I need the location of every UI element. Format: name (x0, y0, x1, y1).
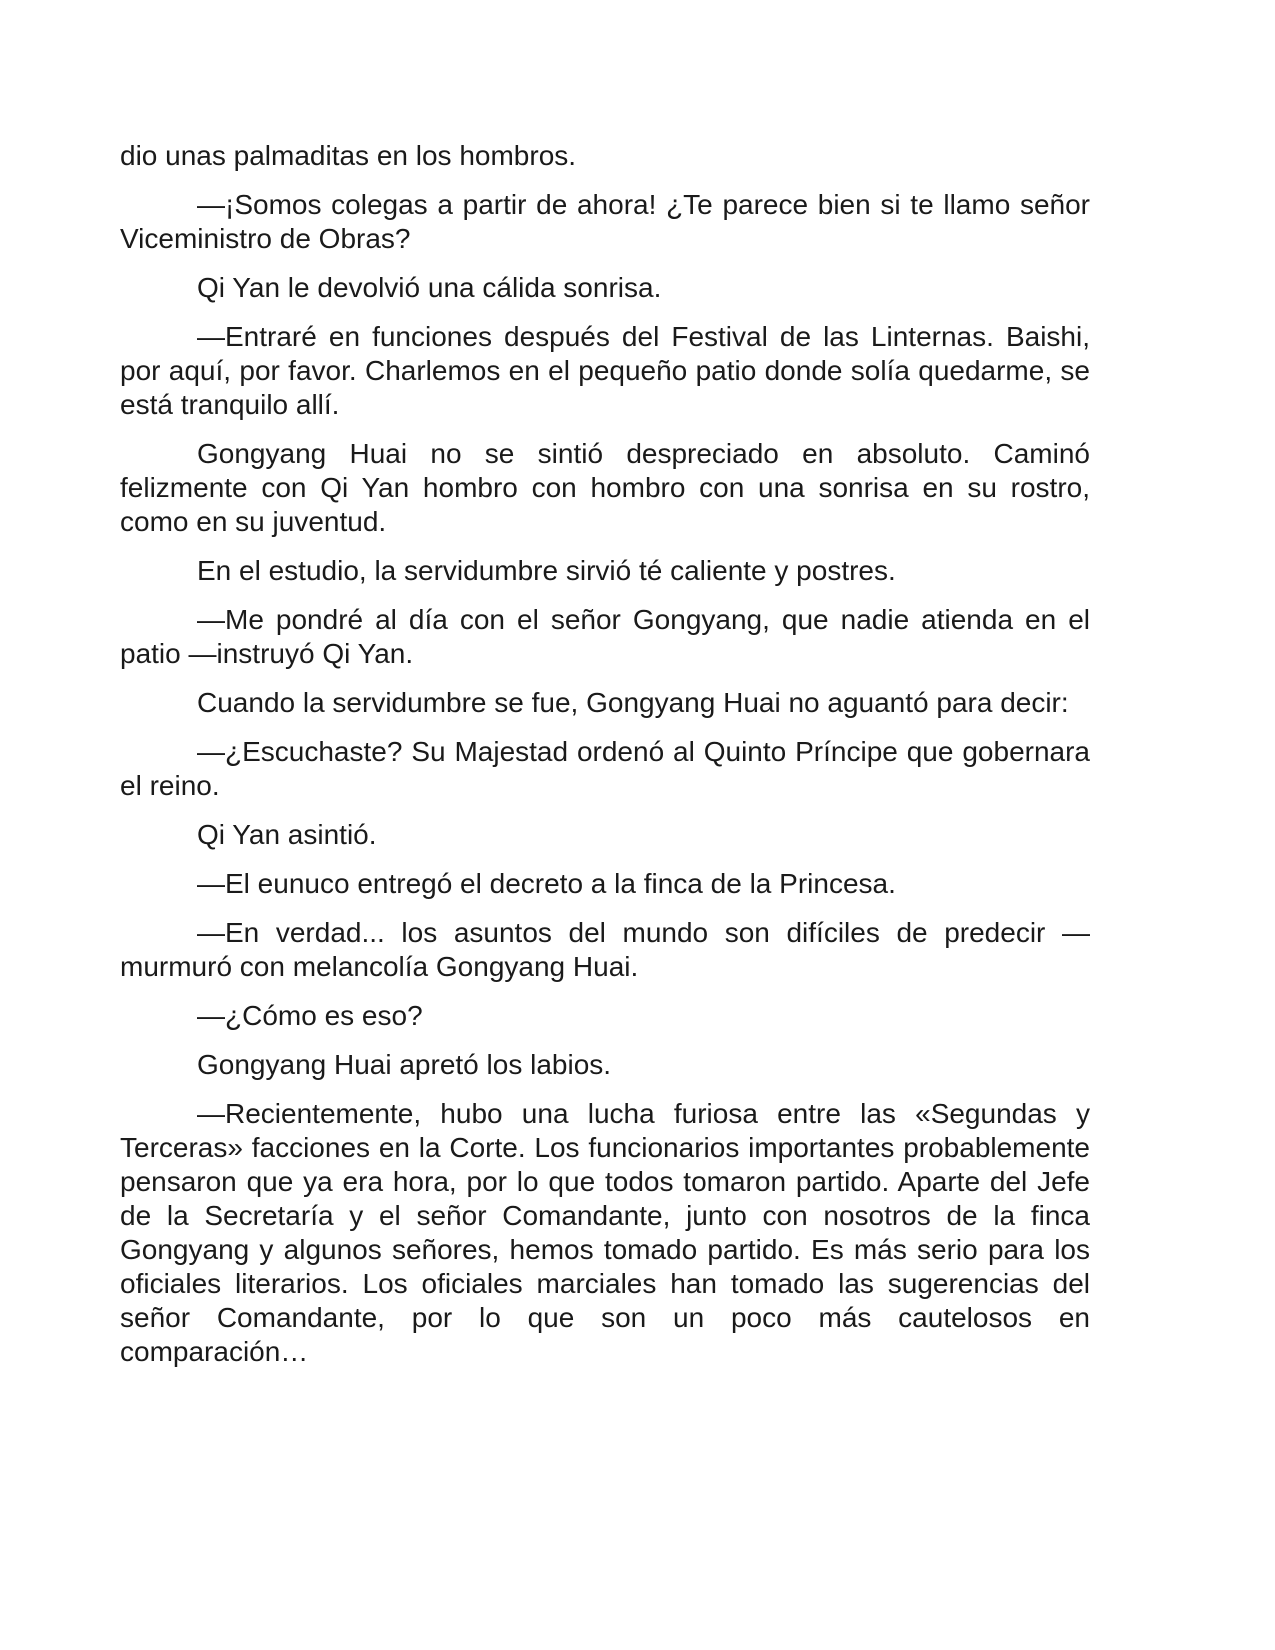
paragraph-4: —Entraré en funciones después del Festival de las Linternas. Baishi, por aquí, por favor. Charlemos en el pequeño patio donde solía quedarme, se está tranquilo allí. (120, 321, 1090, 420)
paragraph-15: —Recientemente, hubo una lucha furiosa entre las «Segundas y Terceras» facciones en la Corte. Los funcionarios importantes probablemente pensaron que ya era hora, por lo que todos tomaron partido. Aparte del Jefe de la Secretaría y el señor Comandante, junto con nosotros de la finca Gongyang y algunos señores, hemos tomado partido. Es más serio para los oficiales literarios. Los oficiales marciales han tomado las sugerencias del señor Comandante, por lo que son un poco más cautelosos en comparación… (120, 1098, 1090, 1367)
paragraph-3: Qi Yan le devolvió una cálida sonrisa. (197, 272, 662, 303)
paragraph-13: —¿Cómo es eso? (197, 1000, 423, 1031)
paragraph-2: —¡Somos colegas a partir de ahora! ¿Te parece bien si te llamo señor Viceministro de Obras? (120, 189, 1090, 254)
paragraph-12: —En verdad... los asuntos del mundo son difíciles de predecir —murmuró con melancolía Gongyang Huai. (120, 917, 1090, 982)
paragraph-9: —¿Escuchaste? Su Majestad ordenó al Quinto Príncipe que gobernara el reino. (120, 736, 1090, 801)
paragraph-7: —Me pondré al día con el señor Gongyang, que nadie atienda en el patio —instruyó Qi Yan. (120, 604, 1090, 669)
paragraph-14: Gongyang Huai apretó los labios. (197, 1049, 612, 1080)
paragraph-5: Gongyang Huai no se sintió despreciado en absoluto. Caminó felizmente con Qi Yan hombro con hombro con una sonrisa en su rostro, como en su juventud. (120, 438, 1090, 537)
paragraph-10: Qi Yan asintió. (197, 819, 377, 850)
paragraph-11: —El eunuco entregó el decreto a la finca de la Princesa. (197, 868, 896, 899)
paragraph-8: Cuando la servidumbre se fue, Gongyang Huai no aguantó para decir: (197, 687, 1069, 718)
paragraph-6: En el estudio, la servidumbre sirvió té caliente y postres. (197, 555, 896, 586)
paragraph-1: dio unas palmaditas en los hombros. (120, 140, 577, 171)
body-text (120, 139, 1090, 1384)
